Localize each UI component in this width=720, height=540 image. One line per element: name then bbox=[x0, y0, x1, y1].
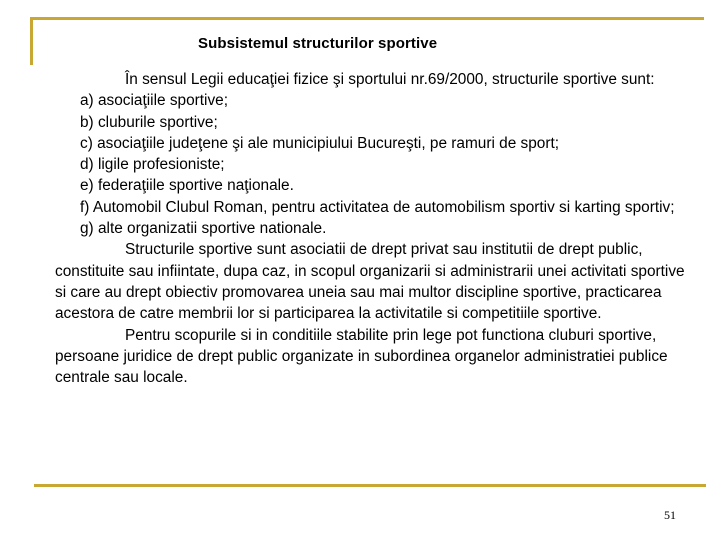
bottom-rule bbox=[34, 484, 706, 487]
top-rule bbox=[30, 17, 704, 20]
body-paragraph: Structurile sportive sunt asociatii de drept privat sau institutii de drept public, constituite sau infiintate, dupa caz, in scopul organizarii si administrarii unei activitati sportive si care au drept obiectiv promovarea uneia sau mai multor discipline sportive, practicarea acestora de catre membrii lor si participarea la activitatile si competitiile sportive. bbox=[55, 241, 685, 323]
intro-paragraph: În sensul Legii educaţiei fizice şi sportului nr.69/2000, structurile sportive sunt: bbox=[125, 71, 655, 88]
page-number: 51 bbox=[664, 508, 676, 522]
list-item: a) asociaţiile sportive; bbox=[80, 92, 228, 110]
list-item: g) alte organizatii sportive nationale. bbox=[80, 220, 327, 238]
list-item: d) ligile profesioniste; bbox=[80, 156, 225, 174]
list-item: f) Automobil Clubul Roman, pentru activitatea de automobilism sportiv si karting sportiv; bbox=[80, 198, 675, 216]
slide-body bbox=[55, 69, 685, 388]
list-item: c) asociaţiile judeţene şi ale municipiului Bucureşti, pe ramuri de sport; bbox=[80, 134, 560, 152]
body-paragraph: Pentru scopurile si in conditiile stabilite prin lege pot functiona cluburi sportive, persoane juridice de drept public organizate in subordinea organelor administratiei publice centrale sau locale. bbox=[55, 326, 668, 387]
slide-title: Subsistemul structurilor sportive bbox=[198, 35, 438, 52]
list-item: e) federaţiile sportive naţionale. bbox=[80, 177, 294, 195]
left-rule bbox=[30, 17, 33, 65]
list-item: b) cluburile sportive; bbox=[80, 113, 218, 131]
